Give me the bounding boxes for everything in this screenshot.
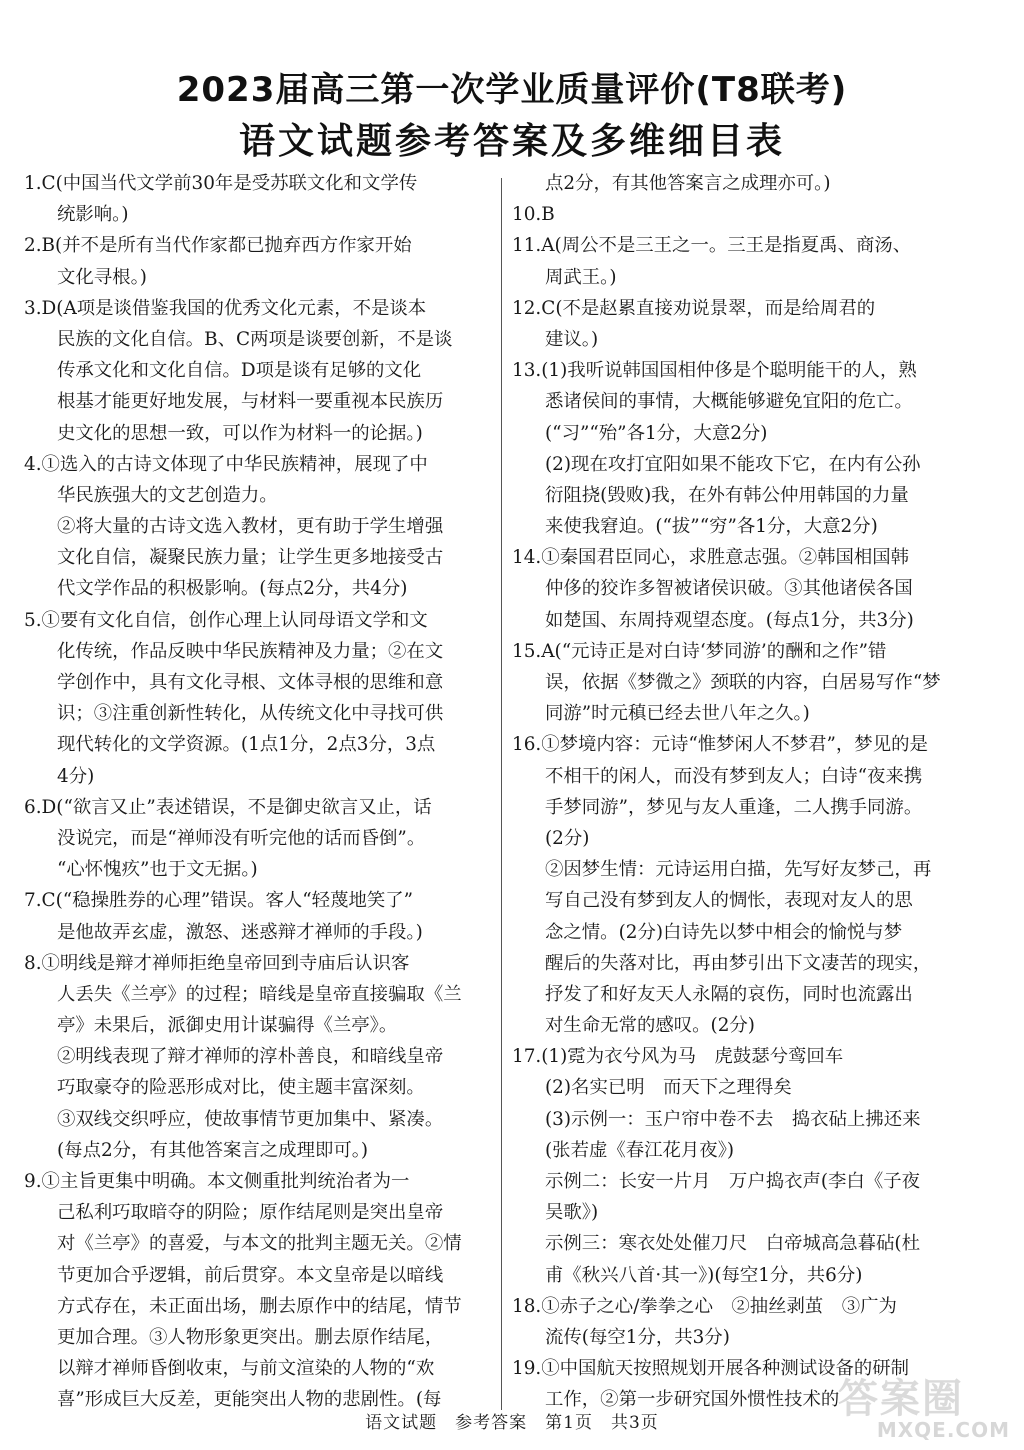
answer-line: 4分) — [57, 765, 95, 787]
answer-line: 2.B(并不是所有当代作家都已抛弃西方作家开始 — [24, 235, 412, 257]
answer-line: 11.A(周公不是三王之一。三王是指夏禹、商汤、 — [512, 235, 912, 257]
answer-line: 流传(每空1分，共3分) — [545, 1326, 730, 1348]
answer-line: 对《兰亭》的喜爱，与本文的批判主题无关。②情 — [57, 1233, 462, 1255]
answer-line: 14.①秦国君臣同心，求胜意志强。②韩国相国韩 — [512, 547, 910, 569]
answer-line: 6.D(“欲言又止”表述错误，不是御史欲言又止，话 — [24, 796, 432, 818]
answer-line: 念之情。(2分)白诗先以梦中相会的愉悦与梦 — [545, 921, 903, 943]
answer-line: 方式存在，未正面出场，删去原作中的结尾，情节 — [57, 1295, 462, 1317]
answer-line: 代文学作品的积极影响。(每点2分，共4分) — [57, 578, 408, 600]
answer-line: 周武王。) — [545, 266, 617, 288]
answer-line: ②将大量的古诗文选入教材，更有助于学生增强 — [57, 516, 444, 538]
answer-line: 传承文化和文化自信。D项是谈有足够的文化 — [57, 360, 422, 382]
answer-line: 写自己没有梦到友人的惆怅，表现对友人的思 — [545, 890, 913, 912]
answer-line: 16.①梦境内容：元诗“惟梦闲人不梦君”，梦见的是 — [512, 734, 928, 756]
answer-line: 3.D(A项是谈借鉴我国的优秀文化元素，不是谈本 — [24, 297, 427, 319]
answer-line: 13.(1)我听说韩国国相仲侈是个聪明能干的人，熟 — [512, 360, 917, 382]
answer-line: 吴歌》) — [545, 1202, 599, 1224]
answer-line: 现代转化的文学资源。(1点1分，2点3分，3点 — [57, 734, 436, 756]
answer-line: 9.①主旨更集中明确。本文侧重批判统治者为一 — [24, 1171, 410, 1192]
answer-line: 民族的文化自信。B、C两项是谈要创新，不是谈 — [57, 328, 453, 350]
answer-line: ②明线表现了辩才禅师的淳朴善良，和暗线皇帝 — [57, 1046, 444, 1068]
watermark-url: MXQE.COM — [876, 1418, 1010, 1442]
answer-line: 1.C(中国当代文学前30年是受苏联文化和文学传 — [24, 173, 418, 194]
page-footer: 语文试题 参考答案 第1页 共3页 — [365, 1413, 659, 1433]
answer-line: 亭》未果后，派御史用计谋骗得《兰亭》。 — [57, 1015, 398, 1037]
answer-line: 5.①要有文化自信，创作心理上认同母语文学和文 — [24, 609, 428, 631]
answer-line: 巧取豪夺的险恶形成对比，使主题丰富深刻。 — [57, 1077, 425, 1099]
watermark — [838, 1378, 1014, 1442]
answer-line: 以辩才禅师昏倒收束，与前文渲染的人物的“欢 — [57, 1358, 435, 1380]
answer-line: 点2分，有其他答案言之成理亦可。) — [545, 173, 831, 194]
right-column — [512, 168, 994, 1416]
answer-line: 对生命无常的感叹。(2分) — [545, 1015, 755, 1037]
answer-line: 醒后的失落对比，再由梦引出下文凄苦的现实， — [545, 952, 932, 974]
answer-line: 建议。) — [545, 328, 599, 350]
answer-line: 节更加合乎逻辑，前后贯穿。本文皇帝是以暗线 — [57, 1264, 444, 1286]
answer-line: 人丢失《兰亭》的过程；暗线是皇帝直接骗取《兰 — [57, 983, 462, 1005]
answer-line: 更加合理。③人物形象更突出。删去原作结尾， — [57, 1326, 444, 1348]
answer-line: 抒发了和好友天人永隔的哀伤，同时也流露出 — [545, 983, 913, 1005]
answer-line: 工作，②第一步研究国外惯性技术的 — [545, 1389, 840, 1411]
answer-line: 来使我窘迫。(“拔”“穷”各1分，大意2分) — [545, 516, 878, 538]
answer-line: 悉诸侯间的事情，大概能够避免宜阳的危亡。 — [545, 391, 913, 413]
answer-line: (2)名实已明 而天下之理得矣 — [545, 1077, 792, 1099]
page-subtitle: 语文试题参考答案及多维细目表 — [238, 121, 785, 162]
answer-line: 甫《秋兴八首·其一》)(每空1分，共6分) — [545, 1264, 863, 1286]
answer-line: 根基才能更好地发展，与材料一要重视本民族历 — [57, 391, 444, 413]
answer-line: (2)现在攻打宜阳如果不能攻下它，在内有公孙 — [545, 453, 921, 475]
answer-line: 如楚国、东周持观望态度。(每点1分，共3分) — [545, 609, 914, 631]
answer-line: 华民族强大的文艺创造力。 — [57, 484, 278, 506]
answer-line: 仲侈的狡诈多智被诸侯识破。③其他诸侯各国 — [545, 578, 913, 600]
answer-line: 手梦同游”，梦见与友人重逢，二人携手同游。 — [545, 796, 923, 818]
answer-line: 10.B — [512, 204, 555, 226]
answer-line: 文化寻根。) — [57, 266, 147, 288]
answer-line: 4.①选入的古诗文体现了中华民族精神，展现了中 — [24, 453, 428, 475]
answer-line: “心怀愧疚”也于文无据。) — [57, 859, 258, 881]
answer-line: 是他故弄玄虚，激怒、迷惑辩才禅师的手段。) — [57, 921, 423, 943]
answer-line: 误，依据《梦微之》颈联的内容，白居易写作“梦 — [545, 672, 941, 693]
left-column — [24, 168, 494, 1416]
answer-line: 15.A(“元诗正是对白诗‘梦同游’的酬和之作”错 — [512, 640, 887, 662]
answer-line: 19.①中国航天按照规划开展各种测试设备的研制 — [512, 1358, 910, 1380]
answer-line: 识；③注重创新性转化，从传统文化中寻找可供 — [57, 703, 444, 725]
column-divider — [501, 178, 502, 1410]
answer-line: 学创作中，具有文化寻根、文体寻根的思维和意 — [57, 672, 444, 693]
answer-line: 不相干的闲人，而没有梦到友人；白诗“夜来携 — [545, 765, 923, 787]
answer-line: 18.①赤子之心/拳拳之心 ②抽丝剥茧 ③广为 — [512, 1295, 897, 1317]
answer-line: 17.(1)霓为衣兮风为马 虎鼓瑟兮鸾回车 — [512, 1046, 844, 1068]
answer-line: ②因梦生情：元诗运用白描，先写好友梦己，再 — [545, 859, 932, 881]
answer-line: (“习”“殆”各1分，大意2分) — [545, 422, 768, 444]
answer-line: 己私利巧取暗夺的阴险；原作结尾则是突出皇帝 — [57, 1202, 444, 1224]
answer-line: 示例三：寒衣处处催刀尺 白帝城高急暮砧(杜 — [545, 1233, 920, 1255]
answer-line: 7.C(“稳操胜券的心理”错误。客人“轻蔑地笑了” — [24, 890, 414, 912]
answer-line: ③双线交织呼应，使故事情节更加集中、紧凑。 — [57, 1108, 444, 1130]
answer-line: 8.①明线是辩才禅师拒绝皇帝回到寺庙后认识客 — [24, 952, 410, 974]
answer-line: (每点2分，有其他答案言之成理即可。) — [57, 1139, 369, 1161]
answer-line: 没说完，而是“禅师没有听完他的话而昏倒”。 — [57, 827, 426, 849]
watermark-logo: 答案圈 — [838, 1376, 964, 1422]
answer-line: (3)示例一：玉户帘中卷不去 捣衣砧上拂还来 — [545, 1108, 921, 1130]
answer-line: 统影响。) — [57, 204, 129, 226]
answer-line: (2分) — [545, 827, 590, 849]
answer-line: 史文化的思想一致，可以作为材料一的论据。) — [57, 422, 423, 444]
answer-line: 示例二：长安一片月 万户捣衣声(李白《子夜 — [545, 1171, 920, 1192]
answer-line: 喜”形成巨大反差，更能突出人物的悲剧性。(每 — [57, 1389, 442, 1411]
answer-line: 衍阻挠(毁败)我，在外有韩公仲用韩国的力量 — [545, 484, 909, 506]
answer-line: 文化自信，凝聚民族力量；让学生更多地接受古 — [57, 547, 444, 569]
answer-line: 化传统，作品反映中华民族精神及力量；②在文 — [57, 640, 444, 662]
answer-line: 12.C(不是赵累直接劝说景翠，而是给周君的 — [512, 297, 876, 319]
answer-line: (张若虚《春江花月夜》) — [545, 1139, 735, 1161]
answer-line: 同游”时元稹已经去世八年之久。) — [545, 703, 810, 725]
page-title: 2023届高三第一次学业质量评价(T8联考) — [176, 70, 848, 110]
